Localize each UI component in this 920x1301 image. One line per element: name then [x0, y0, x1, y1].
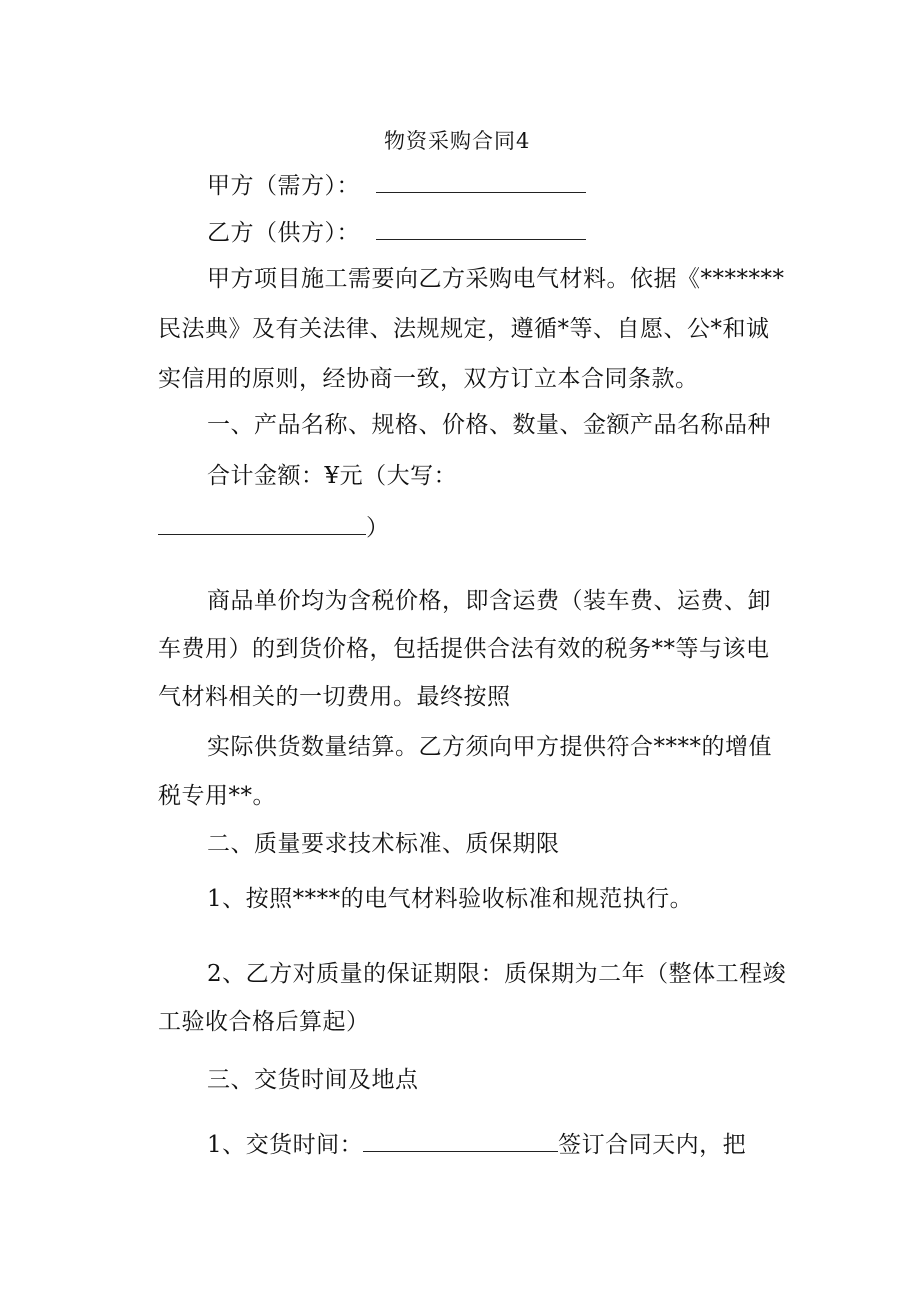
clause-2-1: 1、按照****的电气材料验收标准和规范执行。 — [207, 886, 694, 912]
section-3-heading: 三、交货时间及地点 — [207, 1067, 419, 1093]
clause-3-1-row — [207, 1129, 746, 1160]
settlement-line-2: 税专用**。 — [158, 783, 276, 809]
party-b-row — [207, 217, 586, 248]
clause-2-2-line-2: 工验收合格后算起） — [158, 1009, 370, 1035]
pricing-line-2: 车费用）的到货价格，包括提供合法有效的税务**等与该电 — [158, 636, 770, 662]
clause-2-2-line-1: 2、乙方对质量的保证期限：质保期为二年（整体工程竣 — [207, 961, 787, 987]
intro-line-2: 民法典》及有关法律、法规规定，遵循*等、自愿、公*和诚 — [158, 316, 770, 342]
party-a-row — [207, 170, 586, 201]
total-amount-blank-row — [158, 512, 390, 543]
clause-3-1-label: 1、交货时间： — [207, 1132, 364, 1158]
party-a-label: 甲方（需方）： — [207, 173, 360, 199]
section-2-heading: 二、质量要求技术标准、质保期限 — [207, 831, 560, 857]
party-b-label: 乙方（供方）： — [207, 220, 360, 246]
party-a-blank — [376, 170, 586, 193]
total-amount-line: 合计金额：¥元（大写： — [207, 463, 458, 489]
pricing-line-1: 商品单价均为含税价格，即含运费（装车费、运费、卸 — [207, 588, 771, 614]
pricing-line-3: 气材料相关的一切费用。最终按照 — [158, 684, 511, 710]
total-amount-blank — [158, 512, 366, 535]
delivery-time-blank — [363, 1129, 558, 1152]
total-amount-close: ） — [366, 515, 390, 541]
party-b-blank — [376, 217, 586, 240]
intro-line-3: 实信用的原则，经协商一致，双方订立本合同条款。 — [158, 366, 699, 392]
section-1-heading: 一、产品名称、规格、价格、数量、金额产品名称品种 — [207, 412, 771, 438]
settlement-line-1: 实际供货数量结算。乙方须向甲方提供符合****的增值 — [207, 734, 772, 760]
intro-line-1: 甲方项目施工需要向乙方采购电气材料。依据《******* — [207, 266, 785, 292]
document-title: 物资采购合同4 — [384, 129, 531, 153]
clause-3-1-tail: 签订合同天内，把 — [558, 1132, 747, 1158]
